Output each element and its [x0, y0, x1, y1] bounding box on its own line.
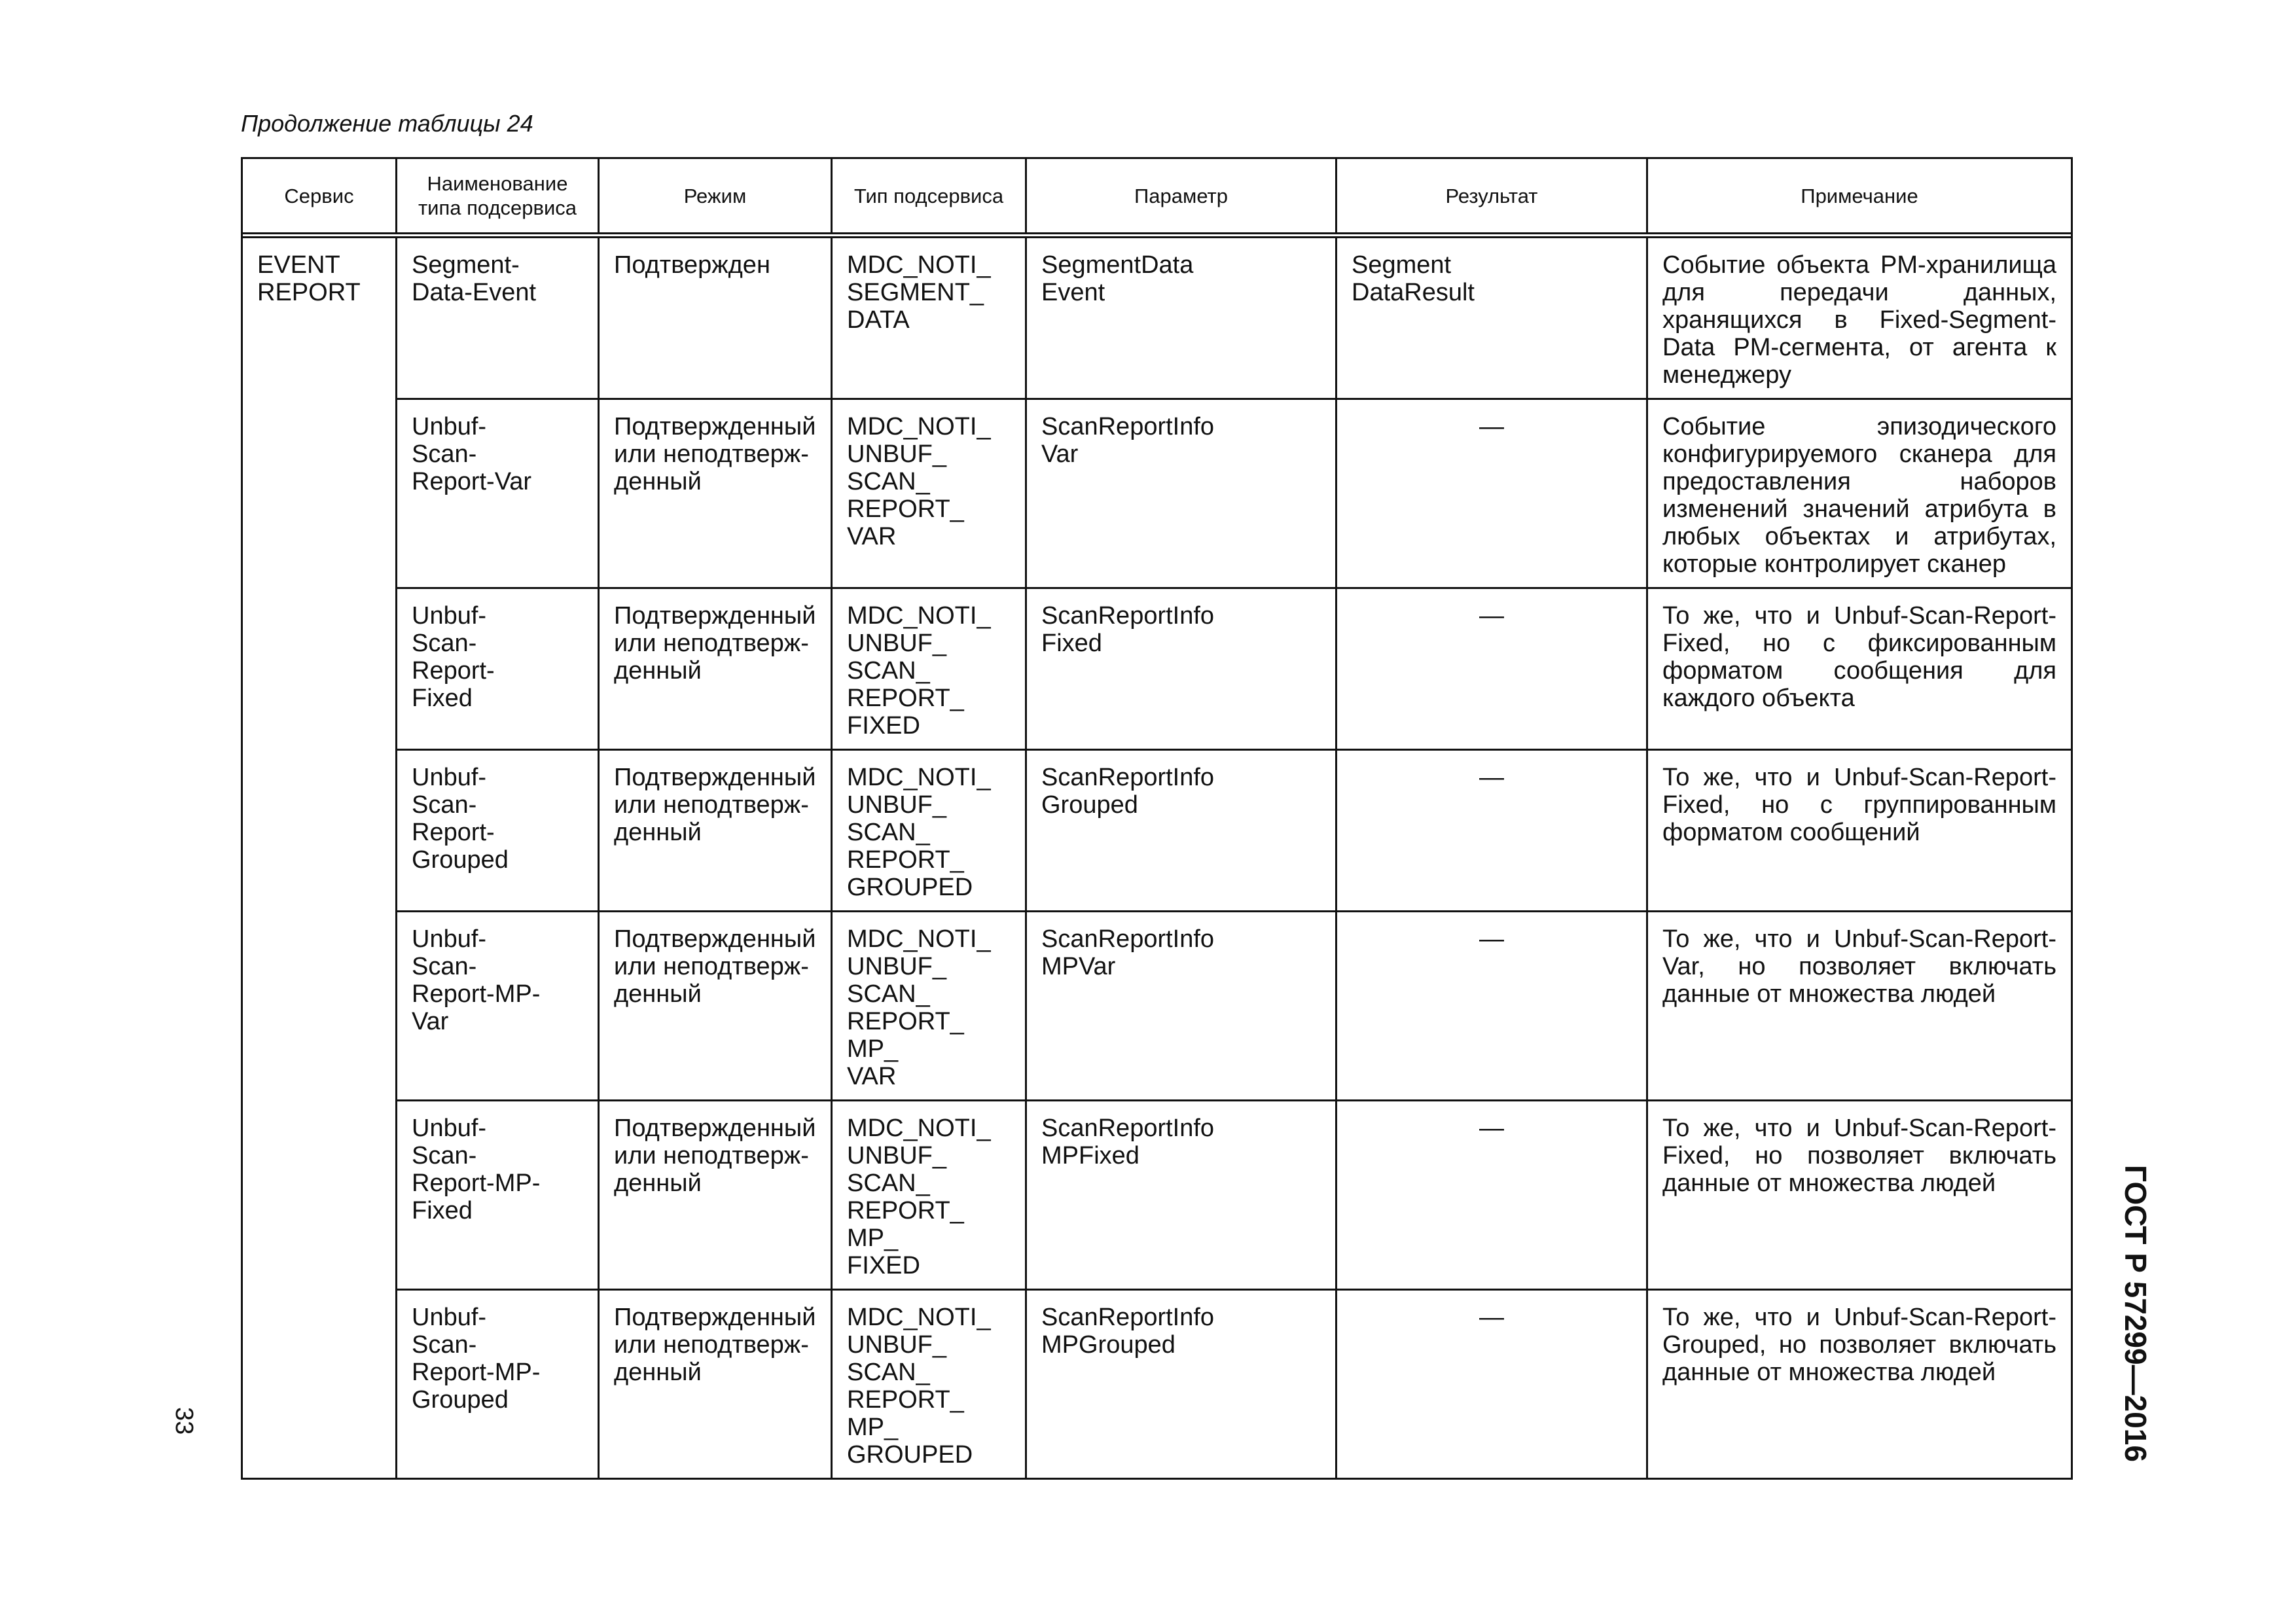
- cell-note: Событие эпизодического конфигурируемого сканера для предоставления наборов изменений значений атрибута в любых объектах и атрибутах, которые контролирует сканер: [1647, 399, 2072, 588]
- cell-note: Событие объекта PM-хранилища для передачи данных, хранящихся в Fixed-Segment-Data PM-сегмента, от агента к менеджеру: [1647, 238, 2072, 399]
- cell-parameter: SegmentData Event: [1026, 238, 1336, 399]
- cell-subservice-name: Unbuf- Scan- Report-MP- Var: [397, 912, 599, 1101]
- header-result: Результат: [1336, 158, 1647, 234]
- cell-mode: Подтвержденный или неподтверж- денный: [599, 750, 832, 912]
- cell-mode: Подтвержденный или неподтверж- денный: [599, 1290, 832, 1479]
- cell-subservice-type: MDC_NOTI_ UNBUF_ SCAN_ REPORT_ MP_ GROUPED: [832, 1290, 1026, 1479]
- cell-note: То же, что и Unbuf-Scan-Report-Fixed, но с фиксированным форматом сообщения для каждого объекта: [1647, 588, 2072, 750]
- header-parameter: Параметр: [1026, 158, 1336, 234]
- cell-result: —: [1336, 588, 1647, 750]
- table-row: [242, 399, 2072, 588]
- cell-subservice-type: MDC_NOTI_ UNBUF_ SCAN_ REPORT_ GROUPED: [832, 750, 1026, 912]
- cell-subservice-name: Unbuf- Scan- Report- Grouped: [397, 750, 599, 912]
- header-row: [242, 158, 2072, 234]
- table-row: [242, 1290, 2072, 1479]
- cell-parameter: ScanReportInfo MPFixed: [1026, 1101, 1336, 1290]
- cell-result: —: [1336, 750, 1647, 912]
- header-subservice-name: Наименование типа подсервиса: [397, 158, 599, 234]
- header-subservice-type: Тип подсервиса: [832, 158, 1026, 234]
- header-service: Сервис: [242, 158, 397, 234]
- cell-subservice-name: Unbuf- Scan- Report-MP- Fixed: [397, 1101, 599, 1290]
- cell-mode: Подтвержденный или неподтверж- денный: [599, 912, 832, 1101]
- cell-parameter: ScanReportInfo Fixed: [1026, 588, 1336, 750]
- cell-result: —: [1336, 399, 1647, 588]
- table-row: [242, 1101, 2072, 1290]
- data-table: [241, 157, 2073, 1480]
- cell-note: То же, что и Unbuf-Scan-Report-Var, но позволяет включать данные от множества людей: [1647, 912, 2072, 1101]
- cell-parameter: ScanReportInfo Var: [1026, 399, 1336, 588]
- cell-mode: Подтвержденный или неподтверж- денный: [599, 399, 832, 588]
- cell-subservice-name: Unbuf- Scan- Report-Var: [397, 399, 599, 588]
- cell-subservice-name: Unbuf- Scan- Report-MP- Grouped: [397, 1290, 599, 1479]
- cell-note: То же, что и Unbuf-Scan-Report-Fixed, но позволяет включать данные от множества людей: [1647, 1101, 2072, 1290]
- cell-note: То же, что и Unbuf-Scan-Report-Fixed, но с группированным форматом сообщений: [1647, 750, 2072, 912]
- cell-subservice-type: MDC_NOTI_ UNBUF_ SCAN_ REPORT_ FIXED: [832, 588, 1026, 750]
- header-mode: Режим: [599, 158, 832, 234]
- cell-subservice-type: MDC_NOTI_ SEGMENT_ DATA: [832, 238, 1026, 399]
- table-row: [242, 238, 2072, 399]
- table-row: [242, 912, 2072, 1101]
- cell-service: EVENT REPORT: [242, 238, 397, 1479]
- page-number: 33: [170, 1407, 198, 1435]
- cell-subservice-name: Unbuf- Scan- Report- Fixed: [397, 588, 599, 750]
- cell-mode: Подтвержденный или неподтверж- денный: [599, 1101, 832, 1290]
- cell-parameter: ScanReportInfo MPGrouped: [1026, 1290, 1336, 1479]
- cell-result: —: [1336, 912, 1647, 1101]
- cell-subservice-type: MDC_NOTI_ UNBUF_ SCAN_ REPORT_ MP_ VAR: [832, 912, 1026, 1101]
- cell-subservice-name: Segment- Data-Event: [397, 238, 599, 399]
- cell-result: —: [1336, 1101, 1647, 1290]
- cell-subservice-type: MDC_NOTI_ UNBUF_ SCAN_ REPORT_ VAR: [832, 399, 1026, 588]
- header-note: Примечание: [1647, 158, 2072, 234]
- cell-subservice-type: MDC_NOTI_ UNBUF_ SCAN_ REPORT_ MP_ FIXED: [832, 1101, 1026, 1290]
- cell-result: Segment DataResult: [1336, 238, 1647, 399]
- table-row: [242, 588, 2072, 750]
- cell-parameter: ScanReportInfo MPVar: [1026, 912, 1336, 1101]
- standard-designation: ГОСТ Р 57299—2016: [2119, 1165, 2153, 1462]
- table-caption: Продолжение таблицы 24: [241, 110, 533, 137]
- cell-note: То же, что и Unbuf-Scan-Report-Grouped, но позволяет включать данные от множества людей: [1647, 1290, 2072, 1479]
- cell-parameter: ScanReportInfo Grouped: [1026, 750, 1336, 912]
- table-row: [242, 750, 2072, 912]
- cell-result: —: [1336, 1290, 1647, 1479]
- cell-mode: Подтвержден: [599, 238, 832, 399]
- cell-mode: Подтвержденный или неподтверж- денный: [599, 588, 832, 750]
